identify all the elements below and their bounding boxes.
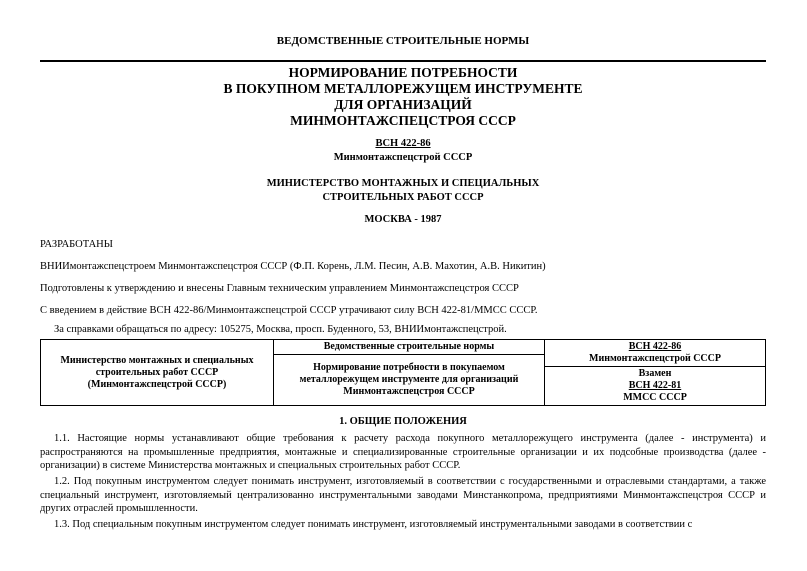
code-agency: Минмонтажспецстрой СССР <box>333 152 473 163</box>
table-norms-title-cell: Нормирование потребности в покупаемом металлорежущем инструменте для организаций Минмонтажспецстроя СССР <box>274 355 545 406</box>
table-ministry-cell: Министерство монтажных и специальных строительных работ СССР (Минмонтажспецстрой СССР) <box>41 340 274 406</box>
introduction-note: С введением в действие ВСН 422-86/Минмонтажспецстрой СССР утрачивают силу ВСН 422-81/ММСС СССР. <box>40 305 538 316</box>
document-title <box>40 65 766 129</box>
ministry-name <box>40 177 766 205</box>
header-rule <box>40 60 766 62</box>
table-replaces-number: ВСН 422-81 <box>628 380 682 391</box>
table-code-number: ВСН 422-86 <box>628 341 682 352</box>
table-replaces-cell <box>545 367 766 406</box>
table-replaces-label: Взамен <box>638 368 672 379</box>
document-code <box>40 137 766 165</box>
ministry-line-1: МИНИСТЕРСТВО МОНТАЖНЫХ И СПЕЦИАЛЬНЫХ <box>266 178 540 189</box>
ministry-line-2: СТРОИТЕЛЬНЫХ РАБОТ СССР <box>322 192 484 203</box>
document-series: ВЕДОМСТВЕННЫЕ СТРОИТЕЛЬНЫЕ НОРМЫ <box>276 35 530 47</box>
title-line-1: НОРМИРОВАНИЕ ПОТРЕБНОСТИ <box>288 65 518 80</box>
paragraph-1-3: 1.3. Под специальным покупным инструментом следует понимать инструмент, изготовляемый инструментальными заводами в соответствии с <box>54 519 693 530</box>
title-line-4: МИНМОНТАЖСПЕЦСТРОЯ СССР <box>290 113 516 128</box>
table-replaces-agency: ММСС СССР <box>623 392 687 403</box>
paragraph-1-1: 1.1. Настоящие нормы устанавливают общие требования к расчету расхода покупного металлорежущего инструмента (далее - инструмента) и распространяются на промышленные предприятия, монтажные и специализированные строительные организации и их подсобные производства (далее - организации) в системе Министерства монтажных и специальных строительных работ СССР. <box>40 433 766 472</box>
title-line-2: В ПОКУПНОМ МЕТАЛЛОРЕЖУЩЕМ ИНСТРУМЕНТЕ <box>223 81 583 96</box>
table-norms-type-cell: Ведомственные строительные нормы <box>274 340 545 355</box>
table-code-cell <box>545 340 766 367</box>
code-number: ВСН 422-86 <box>375 138 431 149</box>
reference-address: За справками обращаться по адресу: 105275, Москва, просп. Буденного, 53, ВНИИмонтажспецстрой. <box>54 324 507 335</box>
title-line-3: ДЛЯ ОРГАНИЗАЦИЙ <box>334 97 472 112</box>
section-title: 1. ОБЩИЕ ПОЛОЖЕНИЯ <box>339 416 467 427</box>
developers: ВНИИмонтажспецстроем Минмонтажспецстроя СССР (Ф.П. Корень, Л.М. Песин, А.В. Махотин, А.В. Никитин) <box>40 261 546 272</box>
document-info-table <box>40 339 766 406</box>
prepared-note: Подготовлены к утверждению и внесены Главным техническим управлением Минмонтажспецстроя СССР <box>40 283 519 294</box>
table-code-agency: Минмонтажспецстрой СССР <box>589 353 721 364</box>
city-year: МОСКВА - 1987 <box>364 214 442 225</box>
paragraph-1-2: 1.2. Под покупным инструментом следует понимать инструмент, изготовляемый в соответствии с государственными и отраслевыми стандартами, а также специальный инструмент, изготовляемый централизованно инструментальными заводами Минстанкопрома, предприятиями Минмонтажспецстроя СССР и других отраслей промышленности. <box>40 476 766 515</box>
developed-label: РАЗРАБОТАНЫ <box>40 239 113 250</box>
